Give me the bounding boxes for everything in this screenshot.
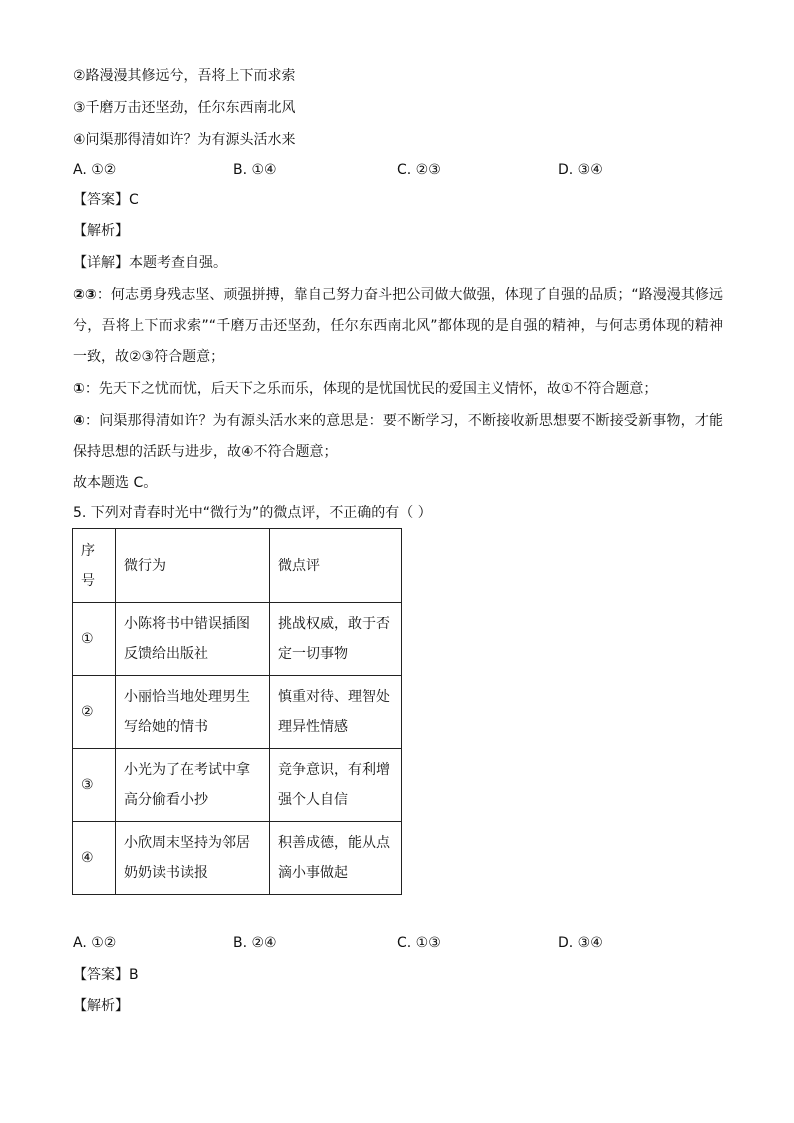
option-a: A. ①② (73, 162, 117, 178)
table-row (73, 676, 402, 749)
header-index: 序号 (73, 529, 116, 603)
table-row (73, 603, 402, 676)
row-behavior: 小光为了在考试中拿高分偷看小抄 (116, 749, 270, 822)
detail-row (73, 253, 227, 273)
detail-text: 本题考查自强。 (129, 255, 227, 271)
detail-label: 【详解】 (73, 255, 129, 271)
answer-value: B (129, 967, 139, 983)
table-row (73, 749, 402, 822)
row-index: ③ (73, 749, 116, 822)
header-comment: 微点评 (270, 529, 402, 603)
option-c: C. ①③ (397, 935, 441, 951)
answer-row (73, 190, 139, 210)
conclusion: 故本题选 C。 (73, 475, 158, 491)
row-comment: 竞争意识，有利增强个人自信 (270, 749, 402, 822)
analysis-label: 【解析】 (73, 223, 129, 239)
explanation-paragraph-1 (73, 280, 723, 373)
question-stem: 5. 下列对青春时光中“微行为”的微点评，不正确的有（ ） (73, 505, 432, 521)
option-d: D. ③④ (558, 935, 603, 951)
paragraph-text: ：何志勇身残志坚、顽强拼搏，靠自己努力奋斗把公司做大做强，体现了自强的品质；“路漫漫其修远兮，吾将上下而求索”“千磨万击还坚劲，任尔东西南北风”都体现的是自强的精神，与何志勇体现的精神一致，故②③符合题意； (73, 287, 723, 365)
explanation-paragraph-3 (73, 406, 723, 468)
row-comment: 挑战权威，敢于否定一切事物 (270, 603, 402, 676)
behavior-table (72, 528, 402, 895)
paragraph-lead: ②③ (73, 287, 97, 303)
row-behavior: 小丽恰当地处理男生写给她的情书 (116, 676, 270, 749)
answer-row (73, 965, 139, 985)
explanation-paragraph-2 (73, 374, 723, 405)
row-index: ② (73, 676, 116, 749)
paragraph-text: ：先天下之忧而忧，后天下之乐而乐，体现的是忧国忧民的爱国主义情怀，故①不符合题意； (84, 381, 658, 397)
row-index: ① (73, 603, 116, 676)
answer-label: 【答案】 (73, 967, 129, 983)
answer-value: C (129, 192, 139, 208)
paragraph-lead: ① (73, 381, 85, 397)
row-comment: 积善成德，能从点滴小事做起 (270, 822, 402, 895)
option-d: D. ③④ (558, 162, 603, 178)
option-statement-2: ②路漫漫其修远兮，吾将上下而求索 (73, 68, 296, 84)
option-a: A. ①② (73, 935, 117, 951)
row-index: ④ (73, 822, 116, 895)
option-c: C. ②③ (397, 162, 441, 178)
table-row (73, 822, 402, 895)
analysis-label: 【解析】 (73, 998, 129, 1014)
answer-options (73, 160, 733, 180)
row-comment: 慎重对待、理智处理异性情感 (270, 676, 402, 749)
paragraph-lead: ④ (73, 413, 86, 429)
option-statement-3: ③千磨万击还坚劲，任尔东西南北风 (73, 100, 296, 116)
row-behavior: 小欣周末坚持为邻居奶奶读书读报 (116, 822, 270, 895)
option-statement-4: ④问渠那得清如许？为有源头活水来 (73, 132, 296, 148)
row-behavior: 小陈将书中错误插图反馈给出版社 (116, 603, 270, 676)
answer-options (73, 933, 733, 953)
answer-label: 【答案】 (73, 192, 129, 208)
option-b: B. ①④ (233, 162, 277, 178)
paragraph-text: ：问渠那得清如许？为有源头活水来的意思是：要不断学习，不断接收新思想要不断接受新事物，才能保持思想的活跃与进步，故④不符合题意； (73, 413, 724, 460)
header-behavior: 微行为 (116, 529, 270, 603)
table-header-row (73, 529, 402, 603)
option-b: B. ②④ (233, 935, 277, 951)
